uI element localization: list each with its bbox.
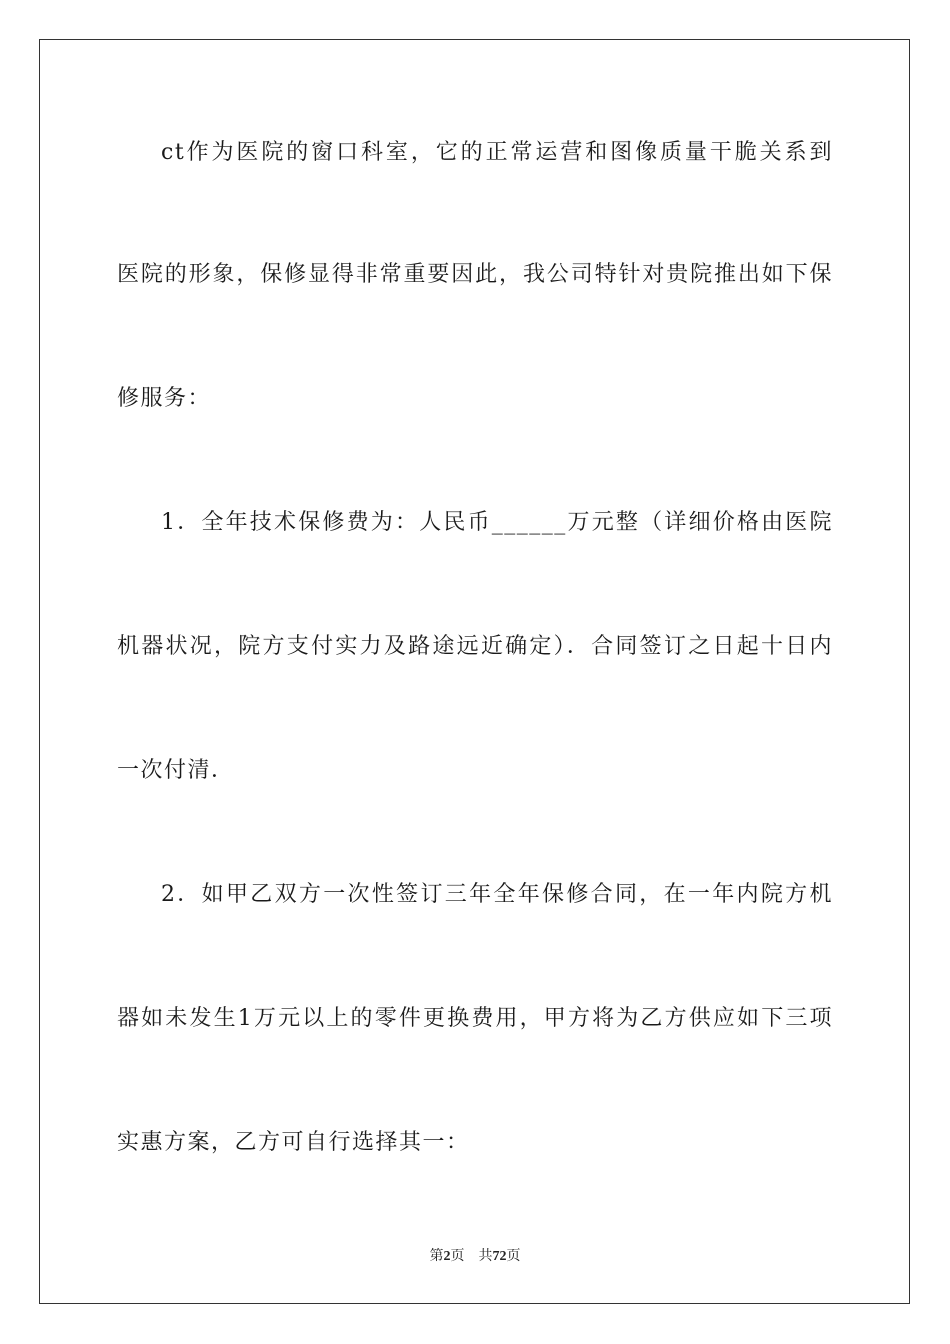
paragraph-line-3: 修服务： <box>117 386 212 411</box>
footer-page-suffix: 页 <box>450 1249 465 1264</box>
paragraph-line-6: 一次付清． <box>117 758 235 783</box>
paragraph-line-9: 实惠方案，乙方可自行选择其一： <box>117 1130 470 1155</box>
paragraph-line-4: 1．全年技术保修费为：人民币______万元整（详细价格由医院 <box>161 510 833 535</box>
paragraph-line-5: 机器状况，院方支付实力及路途远近确定）．合同签订之日起十日内 <box>117 634 833 659</box>
paragraph-line-7: 2．如甲乙双方一次性签订三年全年保修合同，在一年内院方机 <box>161 882 833 907</box>
footer-total-pages: 72 <box>492 1249 507 1264</box>
footer-prefix: 第 <box>429 1249 444 1264</box>
paragraph-line-1: ct作为医院的窗口科室，它的正常运营和图像质量干脆关系到 <box>161 140 833 165</box>
page-frame <box>39 39 910 1304</box>
paragraph-line-8: 器如未发生1万元以上的零件更换费用，甲方将为乙方供应如下三项 <box>117 1006 833 1031</box>
footer-page-number: 2 <box>443 1249 451 1264</box>
paragraph-line-2: 医院的形象，保修显得非常重要因此，我公司特针对贵院推出如下保 <box>117 262 833 287</box>
footer-total-prefix: 共 <box>478 1249 493 1264</box>
page-footer <box>0 1245 950 1265</box>
footer-total-suffix: 页 <box>506 1249 521 1264</box>
